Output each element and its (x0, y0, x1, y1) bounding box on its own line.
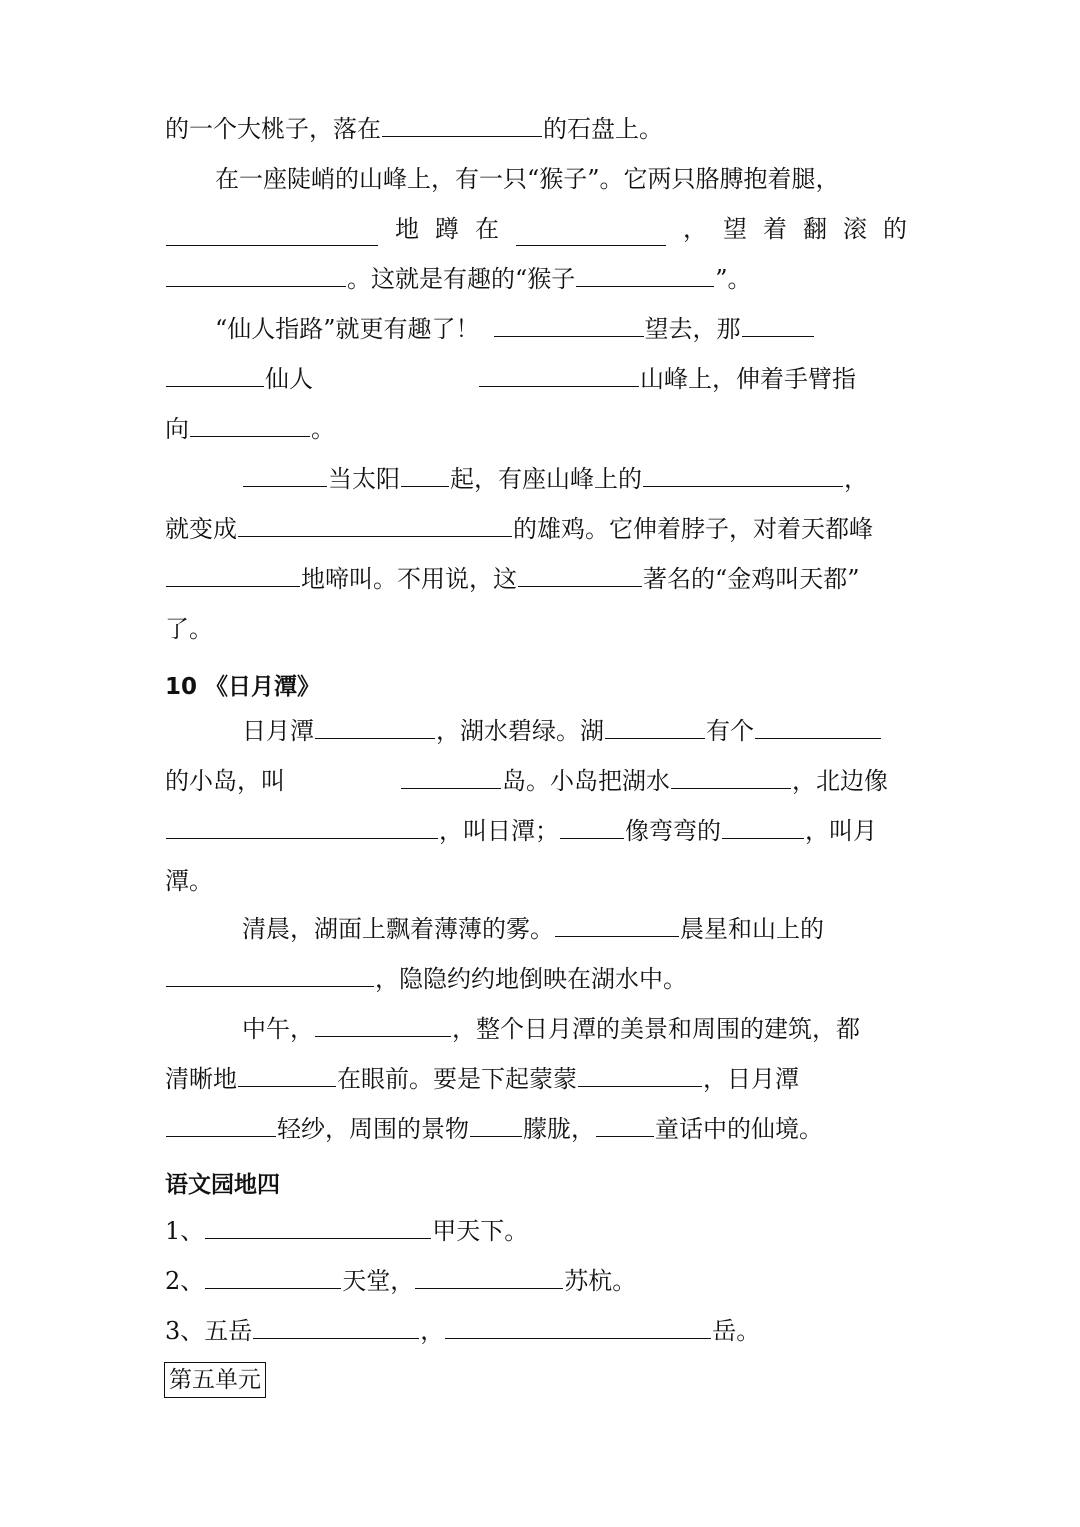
text: 蹲 (435, 215, 459, 243)
fill-blank[interactable] (445, 1314, 711, 1339)
text: 著名的“金鸡叫天都” (643, 565, 860, 593)
line-noon-1 (242, 1012, 907, 1046)
text: 在一座陡峭的山峰上，有一只“猴子”。它两只胳膊抱着腿， (215, 165, 840, 193)
text: 晨星和山上的 (680, 915, 824, 943)
line-rooster-2 (165, 512, 907, 546)
text: 望去，那 (644, 315, 741, 343)
fill-blank[interactable] (166, 962, 374, 987)
text: 岳。 (712, 1317, 761, 1345)
text: 着 (763, 215, 787, 243)
text: 的雄鸡。它伸着脖子，对着天都峰 (513, 515, 873, 543)
text: 苏杭。 (564, 1267, 637, 1295)
text: 仙人 (265, 365, 313, 393)
line-lake-3 (165, 814, 907, 848)
text: 天堂， (342, 1267, 415, 1295)
text: ，叫日潭； (439, 817, 559, 845)
line-immortal-2 (165, 362, 907, 396)
fill-blank[interactable] (415, 1264, 563, 1289)
fill-blank[interactable] (253, 1314, 419, 1339)
text: 在 (475, 215, 499, 243)
line-morning-1 (242, 912, 907, 946)
text: 当太阳 (328, 465, 400, 493)
text: 清晨，湖面上飘着薄薄的雾。 (242, 915, 554, 943)
fill-blank[interactable] (516, 221, 666, 246)
text: 就变成 (165, 515, 237, 543)
text: 滚 (843, 215, 867, 243)
text: ，整个日月潭的美景和周围的建筑，都 (452, 1015, 860, 1043)
text: 的小岛，叫 (165, 767, 285, 795)
line-garden-1 (165, 1214, 907, 1248)
fill-blank[interactable] (238, 512, 512, 537)
line-peach (165, 112, 907, 146)
line-rooster-4 (165, 612, 907, 646)
line-lake-2 (165, 764, 907, 798)
text: 朦胧， (523, 1115, 595, 1143)
fill-blank[interactable] (166, 362, 264, 387)
fill-blank[interactable] (401, 764, 501, 789)
text: 地啼叫。不用说，这 (301, 565, 517, 593)
text: ，湖水碧绿。湖 (436, 717, 604, 745)
fill-blank[interactable] (205, 1214, 431, 1239)
fill-blank[interactable] (166, 221, 378, 246)
text: ”。 (715, 265, 752, 293)
line-rooster-1 (242, 462, 907, 496)
text: 2、 (165, 1267, 205, 1295)
line-immortal-1 (215, 312, 907, 346)
fill-blank[interactable] (555, 912, 679, 937)
line-immortal-3 (165, 412, 907, 446)
section-title-sun-moon-lake: 10 《日月潭》 (165, 674, 321, 700)
text: 翻 (803, 215, 827, 243)
fill-blank[interactable] (315, 1012, 451, 1037)
text: ，叫月 (805, 817, 877, 845)
text: 望 (723, 215, 747, 243)
section-title-garden: 语文园地四 (165, 1172, 280, 1198)
fill-blank[interactable] (190, 412, 310, 437)
fill-blank[interactable] (742, 312, 814, 337)
fill-blank[interactable] (382, 112, 542, 137)
fill-blank[interactable] (671, 764, 791, 789)
fill-blank[interactable] (315, 714, 435, 739)
line-monkey-2 (165, 212, 907, 246)
fill-blank[interactable] (166, 262, 346, 287)
line-monkey-1 (215, 162, 907, 196)
text: “仙人指路”就更有趣了！ (215, 315, 480, 343)
fill-blank[interactable] (576, 262, 714, 287)
text: 了。 (165, 615, 213, 643)
text: 。这就是有趣的“猴子 (347, 265, 576, 293)
fill-blank[interactable] (643, 462, 843, 487)
text: 像弯弯的 (625, 817, 721, 845)
text: 清晰地 (165, 1065, 237, 1093)
line-lake-4 (165, 864, 907, 898)
text: ，北边像 (792, 767, 888, 795)
line-garden-3 (165, 1314, 907, 1348)
line-lake-1 (242, 714, 907, 748)
fill-blank[interactable] (470, 1112, 522, 1137)
text: 。 (311, 415, 335, 443)
text: 起，有座山峰上的 (450, 465, 642, 493)
line-morning-2 (165, 962, 907, 996)
line-noon-2 (165, 1062, 907, 1096)
line-monkey-3 (165, 262, 907, 296)
fill-blank[interactable] (578, 1062, 702, 1087)
text: 3、五岳 (165, 1317, 253, 1345)
text: 的石盘上。 (543, 115, 663, 143)
line-noon-3 (165, 1112, 907, 1146)
text: 中午， (242, 1015, 314, 1043)
text: 有个 (706, 717, 754, 745)
unit-label-box: 第五单元 (164, 1362, 266, 1398)
text: ， (420, 1317, 445, 1345)
fill-blank[interactable] (243, 462, 327, 487)
text: 的 (883, 215, 907, 243)
text: ， (683, 215, 707, 243)
fill-blank[interactable] (560, 814, 624, 839)
fill-blank[interactable] (166, 814, 438, 839)
text: 日月潭 (242, 717, 314, 745)
text: 轻纱，周围的景物 (277, 1115, 469, 1143)
text: ，日月潭 (703, 1065, 799, 1093)
text: ，隐隐约约地倒映在湖水中。 (375, 965, 687, 993)
fill-blank[interactable] (518, 562, 642, 587)
fill-blank[interactable] (205, 1264, 341, 1289)
text: 向 (165, 415, 189, 443)
text: 山峰上，伸着手臂指 (640, 365, 856, 393)
text: 潭。 (165, 867, 213, 895)
fill-blank[interactable] (166, 562, 300, 587)
text: 地 (395, 215, 419, 243)
text: 1、 (165, 1217, 205, 1245)
text: 甲天下。 (432, 1217, 529, 1245)
fill-blank[interactable] (755, 714, 881, 739)
text: 在眼前。要是下起蒙蒙 (337, 1065, 577, 1093)
text: 的一个大桃子，落在 (165, 115, 381, 143)
fill-blank[interactable] (479, 362, 639, 387)
line-garden-2 (165, 1264, 907, 1298)
line-rooster-3 (165, 562, 907, 596)
fill-blank[interactable] (596, 1112, 654, 1137)
fill-blank[interactable] (238, 1062, 336, 1087)
fill-blank[interactable] (494, 312, 644, 337)
text: 童话中的仙境。 (655, 1115, 823, 1143)
fill-blank[interactable] (722, 814, 804, 839)
text: 岛。小岛把湖水 (502, 767, 670, 795)
fill-blank[interactable] (166, 1112, 276, 1137)
fill-blank[interactable] (401, 462, 449, 487)
text: ， (844, 465, 868, 493)
fill-blank[interactable] (605, 714, 705, 739)
